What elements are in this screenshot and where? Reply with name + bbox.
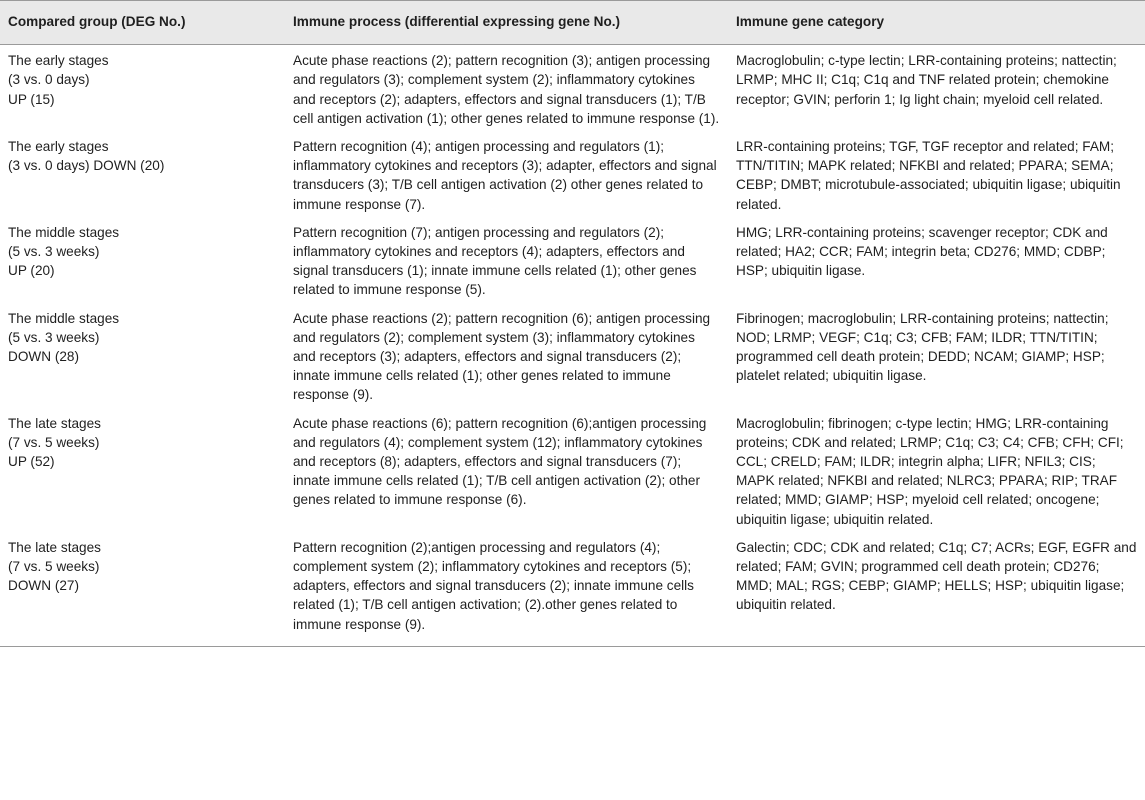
cell-compared-group: The late stages (7 vs. 5 weeks) DOWN (27) — [0, 532, 285, 647]
header-immune-process: Immune process (differential expressing gene No.) — [285, 1, 728, 45]
cell-compared-group: The middle stages (5 vs. 3 weeks) UP (20) — [8, 224, 120, 279]
table-row — [0, 45, 1145, 131]
cell-compared-group: The early stages (3 vs. 0 days) UP (15) — [8, 53, 109, 107]
table-row — [0, 532, 1145, 647]
table-body — [0, 45, 1145, 647]
header-row — [0, 1, 1145, 45]
cell-compared-group: The middle stages (5 vs. 3 weeks) DOWN (28) — [8, 310, 120, 365]
cell-immune-gene-category: Fibrinogen; macroglobulin; LRR-containing proteins; nattectin; NOD; LRMP; VEGF; C1q; C3; CFB; FAM; ILDR; TTN/TITIN; programmed cell death protein; DEDD; NCAM; GIAMP; HSP; platelet related; ubiquitin ligase. — [736, 310, 1109, 384]
table-header — [0, 1, 1145, 45]
cell-immune-process: Acute phase reactions (2); pattern recognition (3); antigen processing and regulators (3); complement system (2); inflammatory cytokines and receptors (2); adapters, effectors and signal transducers (1); T/B cell antigen activation (1); other genes related to immune response (1). — [293, 53, 720, 126]
cell-immune-gene-category: Galectin; CDC; CDK and related; C1q; C7; ACRs; EGF, EGFR and related; FAM; GVIN; programmed cell death protein; CD276; MMD; MAL; RGS; CEBP; GIAMP; HELLS; HSP; ubiquitin ligase; ubiquitin related. — [728, 532, 1145, 647]
header-compared-group: Compared group (DEG No.) — [0, 1, 285, 45]
cell-compared-group: The late stages (7 vs. 5 weeks) UP (52) — [8, 415, 101, 470]
cell-immune-process: Acute phase reactions (6); pattern recognition (6);antigen processing and regulators (4); complement system (12); inflammatory cytokines and receptors (8); adapters, effectors and signal transducers (7); innate immune cells related (1); T/B cell antigen activation (2); other genes related to immune response (6). — [293, 415, 707, 508]
cell-immune-process: Acute phase reactions (2); pattern recognition (6); antigen processing and regulators (2); complement system (3); inflammatory cytokines and receptors (3); adapters, effectors and signal transducers (2); innate immune cells related (1); other genes related to immune response (9). — [293, 310, 711, 403]
cell-immune-gene-category: HMG; LRR-containing proteins; scavenger receptor; CDK and related; HA2; CCR; FAM; integrin beta; CD276; MMD; CDBP; HSP; ubiquitin ligase. — [736, 224, 1108, 279]
cell-immune-process: Pattern recognition (4); antigen processing and regulators (1); inflammatory cytokines and receptors (3); adapter, effectors and signal transducers (3); T/B cell antigen activation (2) other genes related to immune response (7). — [293, 139, 717, 212]
cell-immune-gene-category: Macroglobulin; c-type lectin; LRR-containing proteins; nattectin; LRMP; MHC II; C1q; C1q and TNF related protein; chemokine receptor; GVIN; perforin 1; Ig light chain; myeloid cell related. — [736, 53, 1117, 107]
cell-compared-group: The early stages (3 vs. 0 days) DOWN (20) — [8, 139, 165, 174]
table-row — [0, 131, 1145, 217]
cell-immune-process: Pattern recognition (2);antigen processing and regulators (4); complement system (2); inflammatory cytokines and receptors (5); adapters, effectors and signal transducers (2); innate immune cells related (1); T/B cell antigen activation; (2).other genes related to immune response (9). — [285, 532, 728, 647]
table-row — [0, 303, 1145, 408]
cell-immune-gene-category: LRR-containing proteins; TGF, TGF receptor and related; FAM; TTN/TITIN; MAPK related; NFKBI and related; PPARA; SEMA; CEBP; DMBT; microtubule-associated; ubiquitin ligase; ubiquitin related. — [736, 139, 1121, 212]
cell-immune-process: Pattern recognition (7); antigen processing and regulators (2); inflammatory cytokines and receptors (4); adapters, effectors and signal transducers (1); innate immune cells related (1); other genes related to immune response (5). — [293, 224, 697, 298]
table-row — [0, 217, 1145, 303]
table-row — [0, 408, 1145, 532]
cell-immune-gene-category: Macroglobulin; fibrinogen; c-type lectin; HMG; LRR-containing proteins; CDK and related; LRMP; C1q; C3; C4; CFB; CFH; CFI; CCL; CRELD; FAM; ILDR; integrin alpha; LIFR; NFIL3; CIS; MAPK related; NFKBI and related; NLRC3; PPARA; RIP; TRAF related; MMD; GIAMP; HSP; myeloid cell related; oncogene; ubiquitin ligase; ubiquitin related. — [736, 415, 1124, 527]
header-immune-gene-category: Immune gene category — [728, 1, 1145, 45]
